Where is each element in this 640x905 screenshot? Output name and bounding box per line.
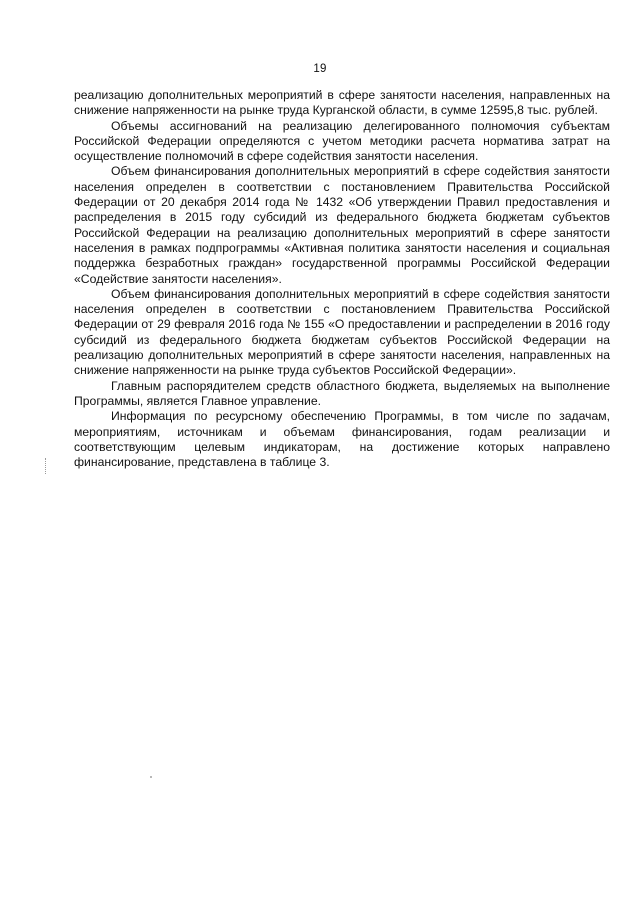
paragraph-1: реализацию дополнительных мероприятий в сфере занятости населения, направленных на снижение напряженности на рынке труда Курганской области, в сумме 12595,8 тыс. рублей. (74, 88, 610, 118)
paragraph-6: Информация по ресурсному обеспечению Программы, в том числе по задачам, мероприятиям, источникам и объемам финансирования, годам реализации и соответствующим целевым индикаторам, на достижение которых направлено финансирование, представлена в таблице 3. (74, 409, 610, 470)
paragraph-3: Объем финансирования дополнительных мероприятий в сфере содействия занятости населения определен в соответствии с постановлением Правительства Российской Федерации от 20 декабря 2014 года № 1432 «Об утверждении Правил предоставления и распределения в 2015 году субсидий из федерального бюджета бюджетам субъектов Российской Федерации на реализацию дополнительных мероприятий в сфере занятости населения в рамках подпрограммы «Активная политика занятости населения и социальная поддержка безработных граждан» государственной программы Российской Федерации «Содействие занятости населения». (74, 164, 610, 286)
page-number: 19 (313, 63, 327, 75)
scan-margin-mark (45, 458, 49, 474)
paragraph-2: Объемы ассигнований на реализацию делегированного полномочия субъектам Российской Федерации определяются с учетом методики расчета норматива затрат на осуществление полномочий в сфере содействия занятости населения. (74, 118, 610, 164)
paragraph-5: Главным распорядителем средств областного бюджета, выделяемых на выполнение Программы, является Главное управление. (74, 378, 610, 408)
document-body (74, 88, 610, 470)
scan-dot-mark (150, 776, 152, 778)
paragraph-4: Объем финансирования дополнительных мероприятий в сфере содействия занятости населения определен в соответствии с постановлением Правительства Российской Федерации от 29 февраля 2016 года № 155 «О предоставлении и распределении в 2016 году субсидий из федерального бюджета бюджетам субъектов Российской Федерации на реализацию дополнительных мероприятий в сфере занятости населения, направленных на снижение напряженности на рынке труда субъектов Российской Федерации». (74, 286, 610, 378)
